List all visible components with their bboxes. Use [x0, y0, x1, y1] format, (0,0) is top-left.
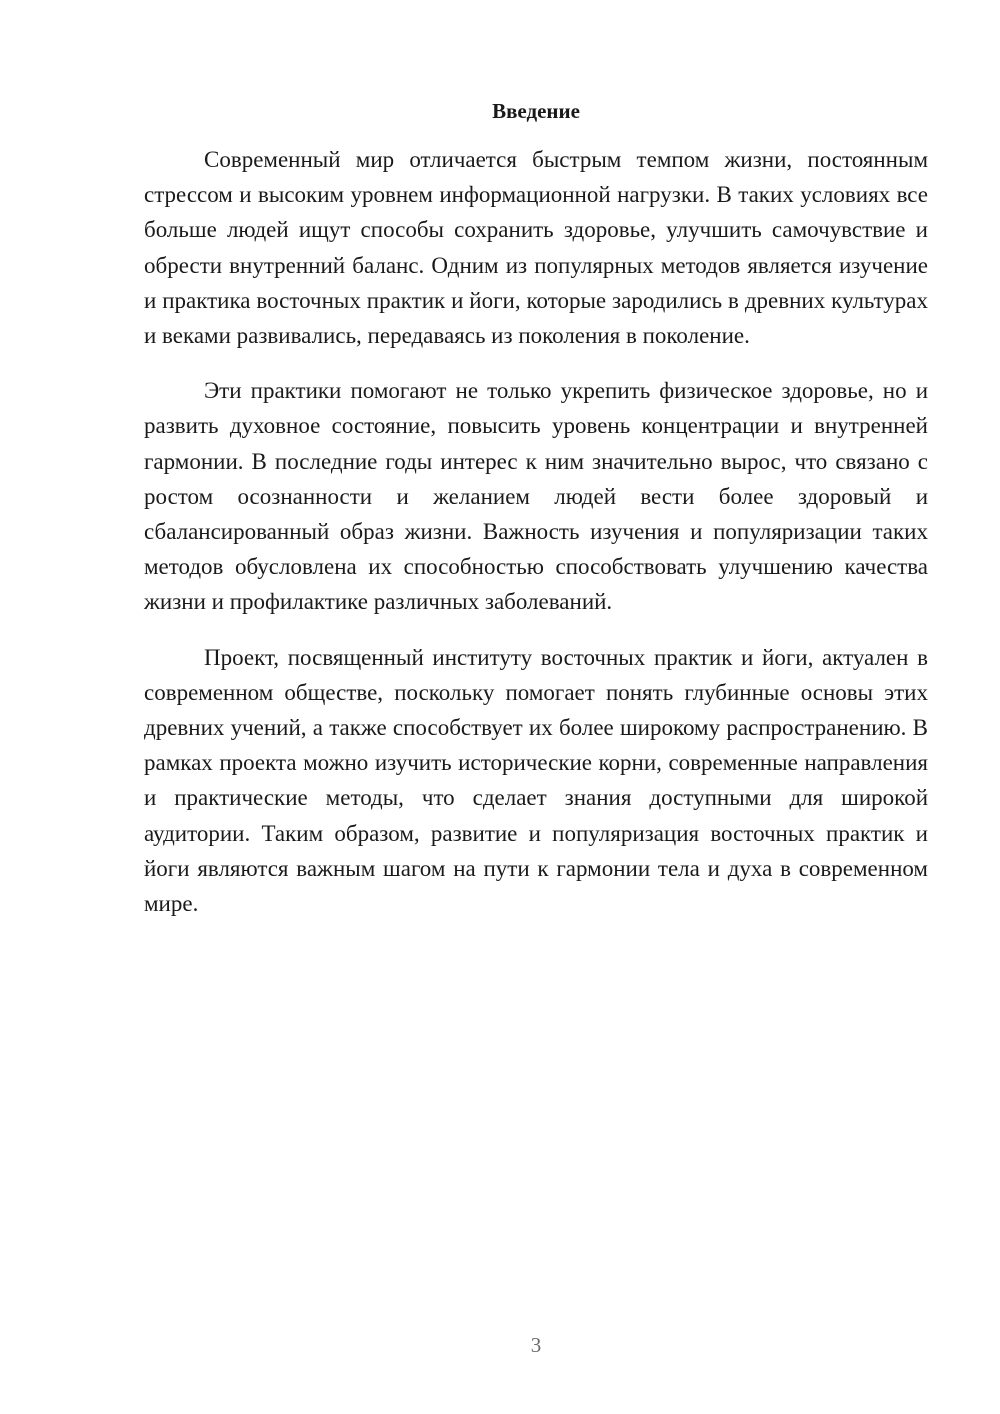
paragraph-2: Эти практики помогают не только укрепить физическое здоровье, но и развить духовное состояние, повысить уровень концентрации и внутренней гармонии. В последние годы интерес к ним значительно вырос, что связано с ростом осознанности и желанием людей вести более здоровый и сбалансированный образ жизни. Важность изучения и популяризации таких методов обусловлена их способностью способствовать улучшению качества жизни и профилактике различных заболеваний.	[144, 378, 928, 615]
section-heading: Введение	[492, 99, 580, 123]
paragraph-3: Проект, посвященный институту восточных практик и йоги, актуален в современном обществе, поскольку помогает понять глубинные основы этих древних учений, а также способствует их более широкому распространению. В рамках проекта можно изучить исторические корни, современные направления и практические методы, что сделает знания доступными для широкой аудитории. Таким образом, развитие и популяризация восточных практик и йоги являются важным шагом на пути к гармонии тела и духа в современном мире.	[144, 644, 928, 917]
paragraph-1: Современный мир отличается быстрым темпом жизни, постоянным стрессом и высоким уровнем информационной нагрузки. В таких условиях все больше людей ищут способы сохранить здоровье, улучшить самочувствие и обрести внутренний баланс. Одним из популярных методов является изучение и практика восточных практик и йоги, которые зародились в древних культурах и веками развивались, передаваясь из поколения в поколение.	[144, 147, 928, 349]
page-number: 3	[530, 1333, 542, 1357]
body-text	[144, 142, 928, 941]
